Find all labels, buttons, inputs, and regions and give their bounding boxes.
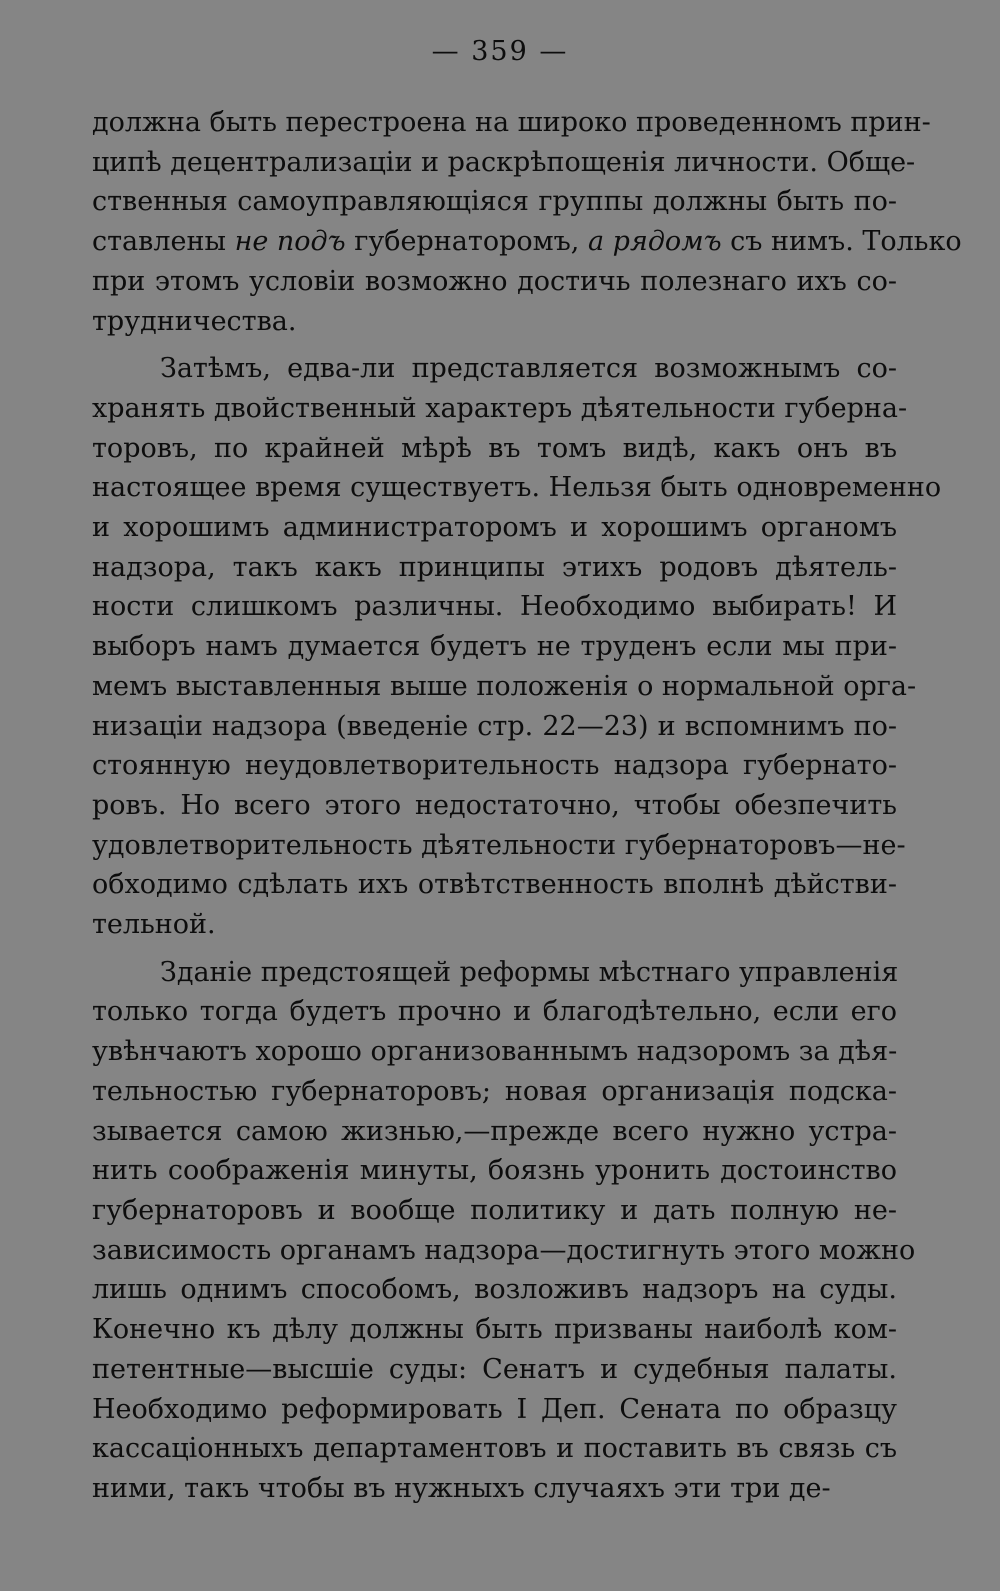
text-line <box>92 103 931 143</box>
text-line <box>92 1310 897 1350</box>
text-line <box>92 1270 897 1310</box>
text-segment: настоящее время существуетъ. Нельзя быть одновременно <box>92 472 942 504</box>
text-line <box>92 508 897 548</box>
text-segment: мемъ выставленныя выше положенія о нормальной орга- <box>92 670 917 702</box>
text-segment: Затѣмъ, едва-ли представляется возможнымъ со- <box>160 353 897 385</box>
italic-text: не подъ <box>234 226 346 258</box>
text-segment: при этомъ условіи возможно достичь полезнаго ихъ со- <box>92 265 897 297</box>
text-segment: выборъ намъ думается будетъ не труденъ если мы при- <box>92 631 897 663</box>
text-line <box>92 786 897 826</box>
text-line <box>92 1350 897 1390</box>
text-line <box>92 1429 897 1469</box>
text-segment: низаціи надзора (введеніе стр. 22—23) и вспомнимъ по- <box>92 710 897 742</box>
text-segment: только тогда будетъ прочно и благодѣтельно, если его <box>92 996 897 1028</box>
text-segment: ственныя самоуправляющіяся группы должны быть по- <box>92 186 897 218</box>
text-line <box>92 468 942 508</box>
page-number: — 359 — <box>431 36 569 67</box>
italic-text: а рядомъ <box>587 226 722 258</box>
text-line <box>92 1231 916 1271</box>
text-line <box>92 262 897 302</box>
text-segment: ними, такъ чтобы въ нужныхъ случаяхъ эти три де- <box>92 1472 831 1504</box>
paragraph <box>92 953 916 1509</box>
text-line <box>92 865 897 905</box>
text-segment: трудничества. <box>92 305 297 337</box>
text-line <box>92 429 897 469</box>
body-text <box>92 103 962 1517</box>
text-line <box>92 1390 897 1430</box>
text-line <box>92 1151 897 1191</box>
text-segment: торовъ, по крайней мѣрѣ въ томъ видѣ, какъ онъ въ <box>92 432 897 464</box>
text-segment: съ нимъ. Только <box>721 226 962 258</box>
text-line <box>92 143 916 183</box>
text-line <box>92 826 906 866</box>
text-segment: и хорошимъ администраторомъ и хорошимъ органомъ <box>92 512 897 544</box>
text-line <box>92 182 897 222</box>
text-segment: обходимо сдѣлать ихъ отвѣтственность вполнѣ дѣйстви- <box>92 869 897 901</box>
text-line <box>92 1032 897 1072</box>
text-line <box>92 587 897 627</box>
text-line <box>92 746 897 786</box>
text-segment: стоянную неудовлетворительность надзора губернато- <box>92 750 897 782</box>
text-segment: ставлены <box>92 226 235 258</box>
text-segment: губернаторовъ и вообще политику и дать полную не- <box>92 1194 897 1226</box>
text-line <box>92 1072 897 1112</box>
text-segment: кассаціонныхъ департаментовъ и поставить въ связь съ <box>92 1433 897 1465</box>
text-segment: хранять двойственный характеръ дѣятельности губерна- <box>92 392 908 424</box>
text-line <box>92 627 897 667</box>
text-segment: зависимость органамъ надзора—достигнуть этого можно <box>92 1234 916 1266</box>
text-segment: Конечно къ дѣлу должны быть призваны наиболѣ ком- <box>92 1314 897 1346</box>
text-segment: ципѣ децентрализаціи и раскрѣпощенія личности. Обще- <box>92 146 916 178</box>
text-segment: удовлетворительность дѣятельности губернаторовъ—не- <box>92 829 906 861</box>
text-line <box>92 302 897 342</box>
text-segment: ровъ. Но всего этого недостаточно, чтобы обезпечить <box>92 789 897 821</box>
text-segment: нить соображенія минуты, боязнь уронить достоинство <box>92 1155 897 1187</box>
text-line <box>92 1112 897 1152</box>
text-segment: зывается самою жизнью,—прежде всего нужно устра- <box>92 1115 897 1147</box>
text-line <box>92 389 908 429</box>
paragraph <box>92 349 942 945</box>
text-segment: Необходимо реформировать I Деп. Сената по образцу <box>92 1393 897 1425</box>
text-line <box>92 222 962 262</box>
text-segment: тельной. <box>92 909 216 941</box>
text-segment: Зданіе предстоящей реформы мѣстнаго управленія <box>160 956 899 988</box>
text-line <box>92 953 897 993</box>
text-segment: ности слишкомъ различны. Необходимо выбирать! И <box>92 591 897 623</box>
text-segment: губернаторомъ, <box>345 226 588 258</box>
text-line <box>92 548 897 588</box>
text-segment: должна быть перестроена на широко проведенномъ прин- <box>92 107 931 138</box>
text-line <box>92 707 897 747</box>
paragraph <box>92 103 962 341</box>
text-segment: тельностью губернаторовъ; новая организація подска- <box>92 1075 897 1107</box>
text-segment: увѣнчаютъ хорошо организованнымъ надзоромъ за дѣя- <box>92 1036 898 1068</box>
text-line <box>92 1191 897 1231</box>
text-line <box>92 667 917 707</box>
text-line <box>92 905 897 945</box>
text-line <box>92 349 897 389</box>
text-line <box>92 1469 897 1509</box>
text-segment: петентные—высшіе суды: Сенатъ и судебныя палаты. <box>92 1353 897 1385</box>
text-line <box>92 992 897 1032</box>
text-segment: лишь однимъ способомъ, возложивъ надзоръ на суды. <box>92 1274 897 1306</box>
text-segment: надзора, такъ какъ принципы этихъ родовъ дѣятель- <box>92 551 897 583</box>
